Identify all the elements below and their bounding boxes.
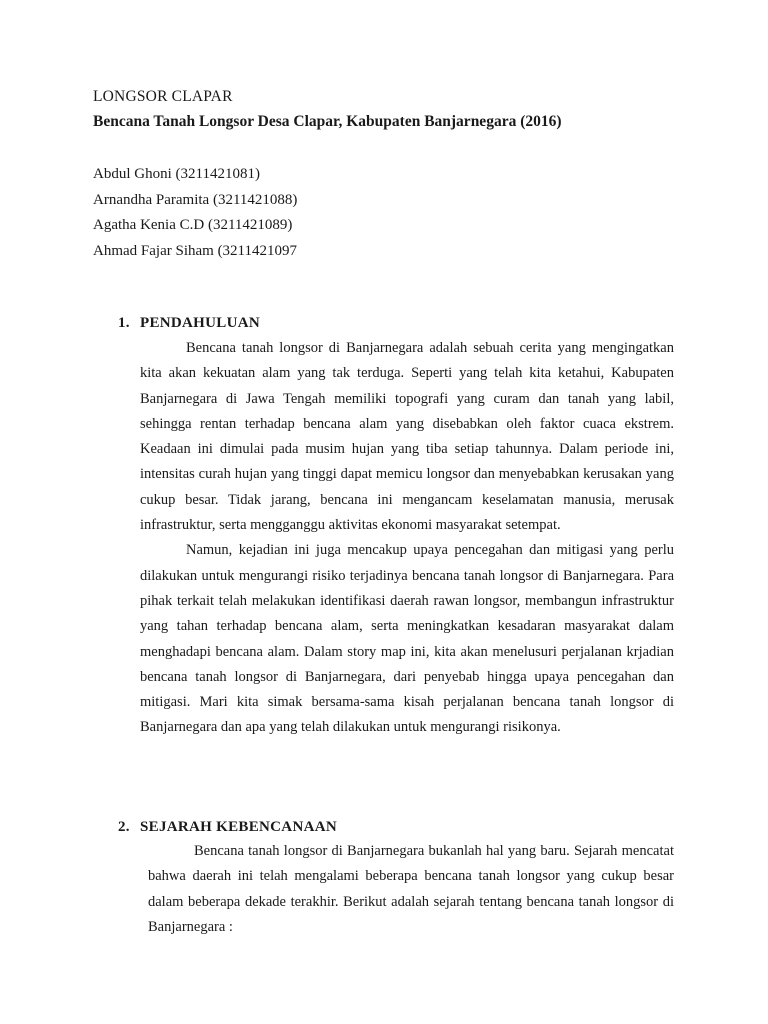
author-item: Agatha Kenia C.D (3211421089): [93, 217, 293, 233]
author-item: Ahmad Fajar Siham (3211421097: [93, 242, 298, 259]
paragraph: Bencana tanah longsor di Banjarnegara bukanlah hal yang baru. Sejarah mencatat bahwa daerah ini telah mengalami beberapa bencana tanah longsor yang cukup besar dalam beberapa dekade terakhir. Berikut adalah sejarah tentang bencana tanah longsor di Banjarnegara :: [148, 843, 674, 935]
section-title: SEJARAH KEBENCANAAN: [140, 819, 337, 835]
author-item: Arnandha Paramita (3211421088): [93, 191, 298, 208]
section-heading-sejarah-kebencanaan: [118, 817, 337, 837]
author-list: [93, 162, 297, 264]
paragraph: Namun, kejadian ini juga mencakup upaya pencegahan dan mitigasi yang perlu dilakukan untuk mengurangi risiko terjadinya bencana tanah longsor di Banjarnegara. Para pihak terkait telah melakukan identifikasi daerah rawan longsor, membangun infrastruktur yang tahan terhadap bencana alam, serta meningkatkan kesadaran masyarakat dalam menghadapi bencana alam. Dalam story map ini, kita akan menelusuri perjalanan krjadian bencana tanah longsor di Banjarnegara, dari penyebab hingga upaya pencegahan dan mitigasi. Mari kita simak bersama-sama kisah perjalanan bencana tanah longsor di Banjarnegara dan apa yang telah dilakukan untuk mengurangi risikonya.: [140, 542, 674, 736]
document-subtitle: Bencana Tanah Longsor Desa Clapar, Kabupaten Banjarnegara (2016): [93, 113, 562, 130]
section-number: 1.: [118, 315, 130, 331]
section-heading-pendahuluan: [118, 313, 260, 333]
author-item: Abdul Ghoni (3211421081): [93, 166, 260, 182]
section-number: 2.: [118, 819, 130, 835]
paragraph: Bencana tanah longsor di Banjarnegara adalah sebuah cerita yang mengingatkan kita akan kekuatan alam yang tak terduga. Seperti yang telah kita ketahui, Kabupaten Banjarnegara di Jawa Tengah memiliki topografi yang curam dan tanah yang labil, sehingga rentan terhadap bencana alam yang disebabkan oleh faktor cuaca ekstrem. Keadaan ini dimulai pada musim hujan yang tiba setiap tahunnya. Dalam periode ini, intensitas curah hujan yang tinggi dapat memicu longsor dan menyebabkan kerusakan yang cukup besar. Tidak jarang, bencana ini mengancam keselamatan manusia, merusak infrastruktur, serta mengganggu aktivitas ekonomi masyarakat setempat.: [140, 340, 674, 534]
section-body-pendahuluan: [140, 336, 674, 741]
section-title: PENDAHULUAN: [140, 315, 260, 331]
section-body-sejarah-kebencanaan: [148, 839, 674, 940]
document-title: LONGSOR CLAPAR: [93, 88, 233, 105]
